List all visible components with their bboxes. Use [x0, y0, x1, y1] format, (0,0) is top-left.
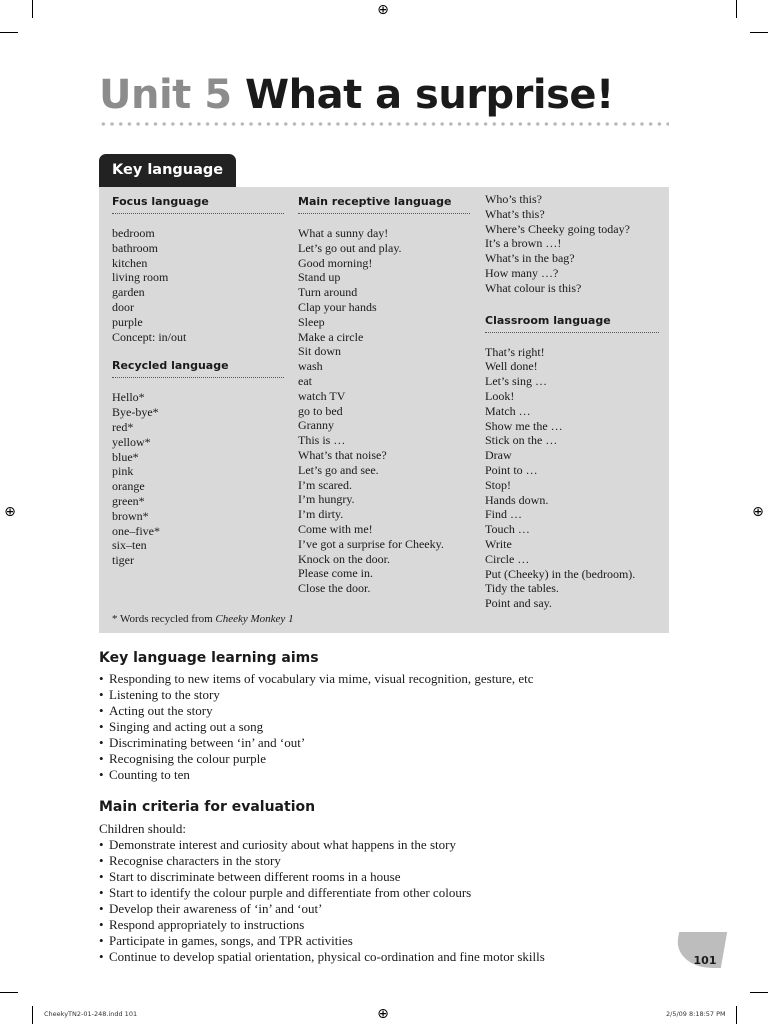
- column-receptive: [298, 195, 470, 596]
- list-item: • Demonstrate interest and curiosity about what happens in the story: [99, 837, 545, 853]
- list-item: Well done!: [485, 359, 538, 374]
- learning-aims-list: [99, 671, 534, 783]
- list-item: orange: [112, 479, 145, 494]
- list-item: living room: [112, 270, 169, 285]
- registration-mark-icon: ⊕: [752, 504, 764, 520]
- list-item: six–ten: [112, 538, 147, 553]
- list-item: Let’s go and see.: [298, 462, 379, 477]
- evaluation-list: [99, 837, 545, 965]
- key-language-tab: Key language: [99, 154, 236, 187]
- main-receptive-language-list: [298, 226, 470, 596]
- list-item: How many …?: [485, 265, 559, 280]
- list-item: • Recognising the colour purple: [99, 751, 534, 767]
- registration-mark-icon: ⊕: [377, 2, 389, 18]
- list-item: Point and say.: [485, 596, 552, 611]
- footnote-book-title: Cheeky Monkey 1: [215, 613, 294, 625]
- crop-mark: [750, 32, 768, 33]
- list-item: • Listening to the story: [99, 687, 534, 703]
- list-item: Stick on the …: [485, 433, 558, 448]
- list-item: Sleep: [298, 314, 325, 329]
- list-item: Draw: [485, 448, 512, 463]
- list-item: Turn around: [298, 285, 358, 300]
- list-item: bathroom: [112, 240, 158, 255]
- focus-language-heading: Focus language: [112, 195, 284, 214]
- list-item: • Counting to ten: [99, 767, 534, 783]
- list-item: Where’s Cheeky going today?: [485, 221, 630, 236]
- unit-title: What a surprise!: [244, 72, 614, 118]
- list-item: watch TV: [298, 388, 346, 403]
- list-item: This is …: [298, 433, 346, 448]
- list-item: Make a circle: [298, 329, 364, 344]
- list-item: pink: [112, 464, 134, 479]
- classroom-language-list: [485, 345, 659, 611]
- list-item: Tidy the tables.: [485, 581, 559, 596]
- list-item: Close the door.: [298, 581, 371, 596]
- list-item: Hands down.: [485, 492, 549, 507]
- crop-mark: [32, 0, 33, 18]
- list-item: Knock on the door.: [298, 551, 390, 566]
- list-item: Circle …: [485, 551, 530, 566]
- list-item: It’s a brown …!: [485, 236, 562, 251]
- list-item: What’s in the bag?: [485, 251, 575, 266]
- key-language-panel: [99, 187, 669, 633]
- list-item: I’m scared.: [298, 477, 352, 492]
- list-item: I’m dirty.: [298, 507, 344, 522]
- list-item: bedroom: [112, 226, 155, 240]
- list-item: Concept: in/out: [112, 329, 187, 344]
- list-item: I’ve got a surprise for Cheeky.: [298, 536, 444, 551]
- list-item: blue*: [112, 449, 139, 464]
- column-questions-classroom: [485, 192, 659, 611]
- crop-mark: [0, 32, 18, 33]
- list-item: green*: [112, 493, 145, 508]
- learning-aims-heading: Key language learning aims: [99, 650, 319, 666]
- list-item: Stop!: [485, 477, 512, 492]
- list-item: one–five*: [112, 523, 160, 538]
- list-item: • Start to discriminate between different rooms in a house: [99, 869, 545, 885]
- list-item: red*: [112, 419, 134, 434]
- crop-mark: [750, 992, 768, 993]
- list-item: That’s right!: [485, 344, 545, 359]
- list-item: What colour is this?: [485, 280, 582, 295]
- list-item: • Start to identify the colour purple and differentiate from other colours: [99, 885, 545, 901]
- list-item: I’m hungry.: [298, 492, 355, 507]
- list-item: yellow*: [112, 434, 151, 449]
- crop-mark: [32, 1006, 33, 1024]
- page-title: [99, 70, 614, 120]
- list-item: Match …: [485, 403, 531, 418]
- print-footer-file: CheekyTN2-01-248.indd 101: [44, 1010, 138, 1018]
- classroom-language-heading: Classroom language: [485, 314, 659, 333]
- page-number: 101: [693, 954, 717, 967]
- list-item: • Develop their awareness of ‘in’ and ‘out’: [99, 901, 545, 917]
- list-item: brown*: [112, 508, 149, 523]
- column-focus: [112, 195, 284, 568]
- list-item: purple: [112, 314, 143, 329]
- list-item: kitchen: [112, 255, 148, 270]
- list-item: What’s that noise?: [298, 447, 387, 462]
- list-item: door: [112, 299, 134, 314]
- list-item: wash: [298, 359, 323, 374]
- print-footer-timestamp: 2/5/09 8:18:57 PM: [666, 1010, 726, 1018]
- list-item: Clap your hands: [298, 299, 377, 314]
- list-item: Write: [485, 536, 512, 551]
- recycled-language-heading: Recycled language: [112, 359, 284, 378]
- list-item: go to bed: [298, 403, 343, 418]
- unit-label: Unit 5: [99, 72, 232, 118]
- list-item: • Acting out the story: [99, 703, 534, 719]
- list-item: Come with me!: [298, 521, 373, 536]
- registration-mark-icon: ⊕: [377, 1006, 389, 1022]
- registration-mark-icon: ⊕: [4, 504, 16, 520]
- dotted-divider: [99, 121, 669, 127]
- crop-mark: [0, 992, 18, 993]
- questions-list: [485, 192, 659, 296]
- evaluation-heading: Main criteria for evaluation: [99, 799, 316, 815]
- list-item: • Recognise characters in the story: [99, 853, 545, 869]
- list-item: Find …: [485, 507, 523, 522]
- list-item: Please come in.: [298, 566, 373, 581]
- list-item: Stand up: [298, 270, 341, 285]
- list-item: Hello*: [112, 390, 145, 405]
- crop-mark: [736, 1006, 737, 1024]
- list-item: • Respond appropriately to instructions: [99, 917, 545, 933]
- list-item: Point to …: [485, 462, 538, 477]
- list-item: Show me the …: [485, 418, 563, 433]
- list-item: eat: [298, 373, 312, 388]
- list-item: Touch …: [485, 522, 530, 537]
- list-item: tiger: [112, 553, 134, 568]
- main-receptive-language-heading: Main receptive language: [298, 195, 470, 214]
- list-item: Let’s sing …: [485, 374, 547, 389]
- list-item: Look!: [485, 388, 515, 403]
- list-item: Let’s go out and play.: [298, 240, 402, 255]
- crop-mark: [736, 0, 737, 18]
- list-item: • Singing and acting out a song: [99, 719, 534, 735]
- list-item: • Discriminating between ‘in’ and ‘out’: [99, 735, 534, 751]
- footnote-text: * Words recycled from: [112, 613, 213, 625]
- list-item: Sit down: [298, 344, 342, 359]
- evaluation-intro: Children should:: [99, 821, 187, 836]
- list-item: Granny: [298, 418, 334, 433]
- list-item: What a sunny day!: [298, 226, 389, 240]
- list-item: What’s this?: [485, 206, 545, 221]
- list-item: • Responding to new items of vocabulary via mime, visual recognition, gesture, etc: [99, 671, 534, 687]
- list-item: • Participate in games, songs, and TPR activities: [99, 933, 545, 949]
- list-item: Put (Cheeky) in the (bedroom).: [485, 566, 636, 581]
- list-item: Who’s this?: [485, 192, 542, 206]
- list-item: • Continue to develop spatial orientation, physical co-ordination and fine motor skills: [99, 949, 545, 965]
- recycled-footnote: [112, 612, 294, 626]
- list-item: Bye-bye*: [112, 405, 159, 420]
- list-item: garden: [112, 285, 145, 300]
- recycled-language-list: [112, 390, 284, 568]
- focus-language-list: [112, 226, 284, 344]
- list-item: Good morning!: [298, 255, 373, 270]
